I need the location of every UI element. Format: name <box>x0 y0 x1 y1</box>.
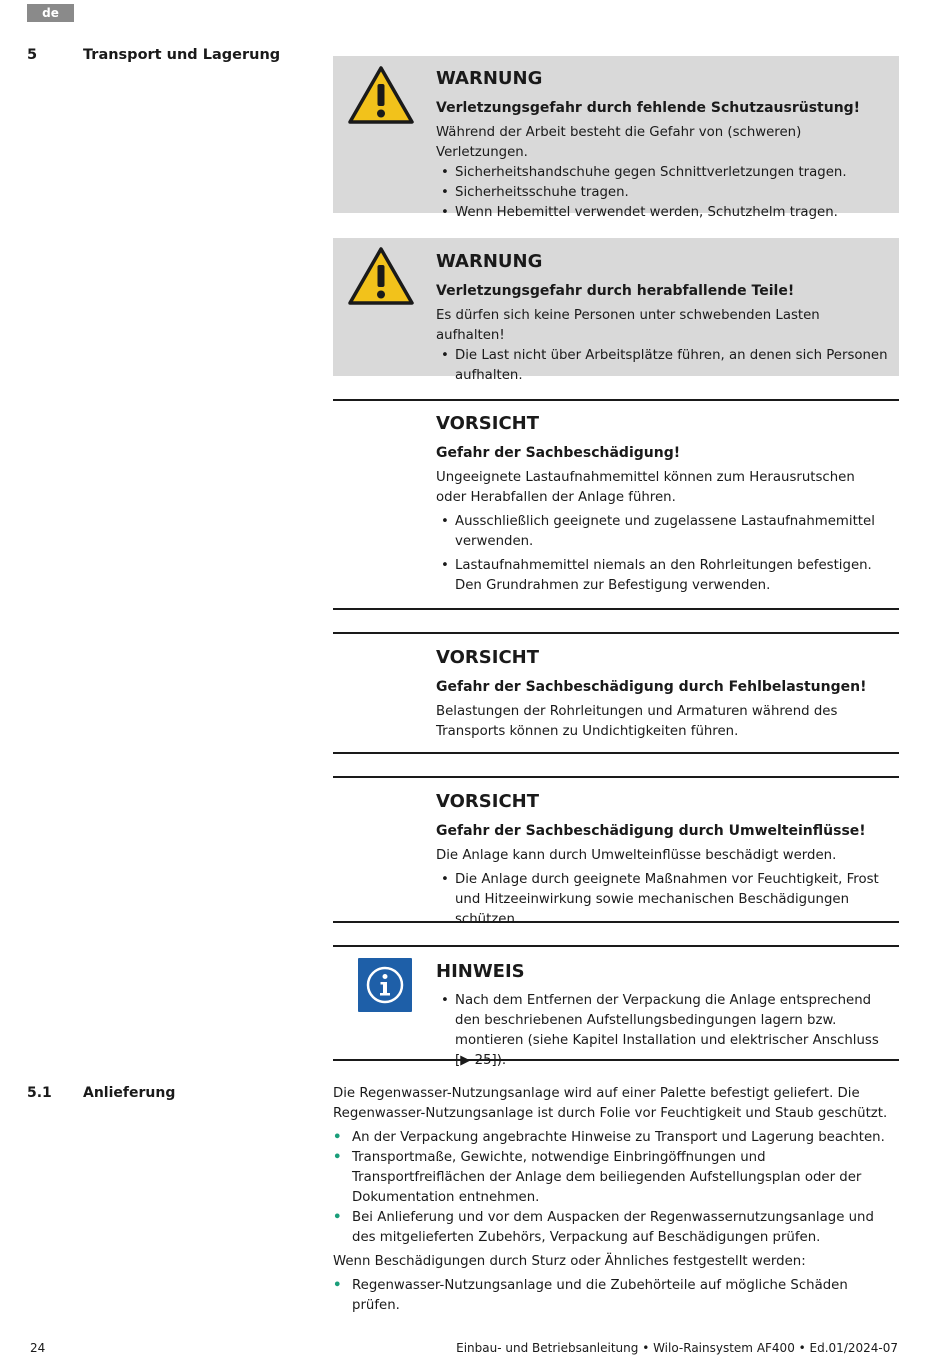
document-footer: Einbau- und Betriebsanleitung • Wilo-Rainsystem AF400 • Ed.01/2024-07 <box>456 1341 898 1355</box>
notice-bullet: • Die Last nicht über Arbeitsplätze führen, an denen sich Personen aufhalten. <box>436 346 889 386</box>
language-tab: de <box>27 4 74 22</box>
section-bullet: • Bei Anlieferung und vor dem Auspacken der Regenwassernutzungsanlage und des mitgelieferten Zubehörs, Verpackung auf Beschädigungen prüfen. <box>333 1208 899 1248</box>
notice-signal-word: WARNUNG <box>436 68 543 89</box>
section-bullet: • Regenwasser-Nutzungsanlage und die Zubehörteile auf mögliche Schäden prüfen. <box>333 1276 899 1316</box>
notice-heading: Verletzungsgefahr durch fehlende Schutzausrüstung! <box>436 100 861 116</box>
warning-notice-protective-equipment <box>333 56 899 220</box>
notice-text: Ungeeignete Lastaufnahmemittel können zum Herausrutschen oder Herabfallen der Anlage führen. <box>436 470 855 505</box>
notice-text: Belastungen der Rohrleitungen und Armaturen während des Transports können zu Undichtigkeiten führen. <box>436 704 838 739</box>
info-notice-storage <box>333 945 899 1068</box>
notice-text: Die Anlage kann durch Umwelteinflüsse beschädigt werden. <box>436 848 837 863</box>
caution-notice-property-damage <box>333 399 899 610</box>
notice-text: Es dürfen sich keine Personen unter schwebenden Lasten aufhalten! <box>436 308 820 343</box>
notice-heading: Gefahr der Sachbeschädigung durch Umwelteinflüsse! <box>436 823 866 839</box>
chapter-number: 5 <box>27 47 38 63</box>
notice-heading: Verletzungsgefahr durch herabfallende Teile! <box>436 283 795 299</box>
section-number: 5.1 <box>27 1085 52 1101</box>
section-body <box>333 1084 899 1320</box>
section-bullet: • Transportmaße, Gewichte, notwendige Einbringöffnungen und Transportfreiflächen der Anlage dem beiliegenden Aufstellungsplan oder der Dokumentation entnehmen. <box>333 1148 899 1208</box>
chapter-title: Transport und Lagerung <box>83 47 281 63</box>
warning-triangle-icon <box>347 65 415 125</box>
page-number: 24 <box>30 1341 46 1355</box>
notice-signal-word: HINWEIS <box>436 961 525 982</box>
caution-notice-misloading <box>333 632 899 754</box>
notice-signal-word: VORSICHT <box>436 413 539 434</box>
notice-signal-word: WARNUNG <box>436 251 543 272</box>
info-icon <box>358 958 412 1012</box>
notice-bullet: • Wenn Hebemittel verwendet werden, Schutzhelm tragen. <box>436 203 889 223</box>
warning-triangle-icon <box>347 246 415 306</box>
notice-text: Während der Arbeit besteht die Gefahr von (schweren) Verletzungen. <box>436 125 802 160</box>
notice-signal-word: VORSICHT <box>436 791 539 812</box>
notice-bullet: • Ausschließlich geeignete und zugelassene Lastaufnahmemittel verwenden. <box>436 512 889 552</box>
caution-notice-environment <box>333 776 899 927</box>
notice-signal-word: VORSICHT <box>436 647 539 668</box>
warning-notice-falling-parts <box>333 238 899 383</box>
notice-bullet: • Nach dem Entfernen der Verpackung die Anlage entsprechend den beschriebenen Aufstellungsbedingungen lagern bzw. montieren (siehe Kapitel Installation und elektrischer Anschluss [▶ 25]). <box>436 991 889 1071</box>
notice-bullet: • Lastaufnahmemittel niemals an den Rohrleitungen befestigen. Den Grundrahmen zur Befestigung verwenden. <box>436 556 889 596</box>
notice-bullet: • Die Anlage durch geeignete Maßnahmen vor Feuchtigkeit, Frost und Hitzeeinwirkung sowie mechanischen Beschädigungen schützen. <box>436 870 889 930</box>
notice-bullet: • Sicherheitshandschuhe gegen Schnittverletzungen tragen. <box>436 163 889 183</box>
section-intro: Die Regenwasser-Nutzungsanlage wird auf einer Palette befestigt geliefert. Die Regenwasser-Nutzungsanlage ist durch Folie vor Feuchtigkeit und Staub geschützt. <box>333 1086 888 1121</box>
notice-heading: Gefahr der Sachbeschädigung durch Fehlbelastungen! <box>436 679 867 695</box>
notice-heading: Gefahr der Sachbeschädigung! <box>436 445 681 461</box>
notice-bullet: • Sicherheitsschuhe tragen. <box>436 183 889 203</box>
section-condition: Wenn Beschädigungen durch Sturz oder Ähnliches festgestellt werden: <box>333 1254 806 1269</box>
section-title: Anlieferung <box>83 1085 176 1101</box>
section-bullet: • An der Verpackung angebrachte Hinweise zu Transport und Lagerung beachten. <box>333 1128 899 1148</box>
